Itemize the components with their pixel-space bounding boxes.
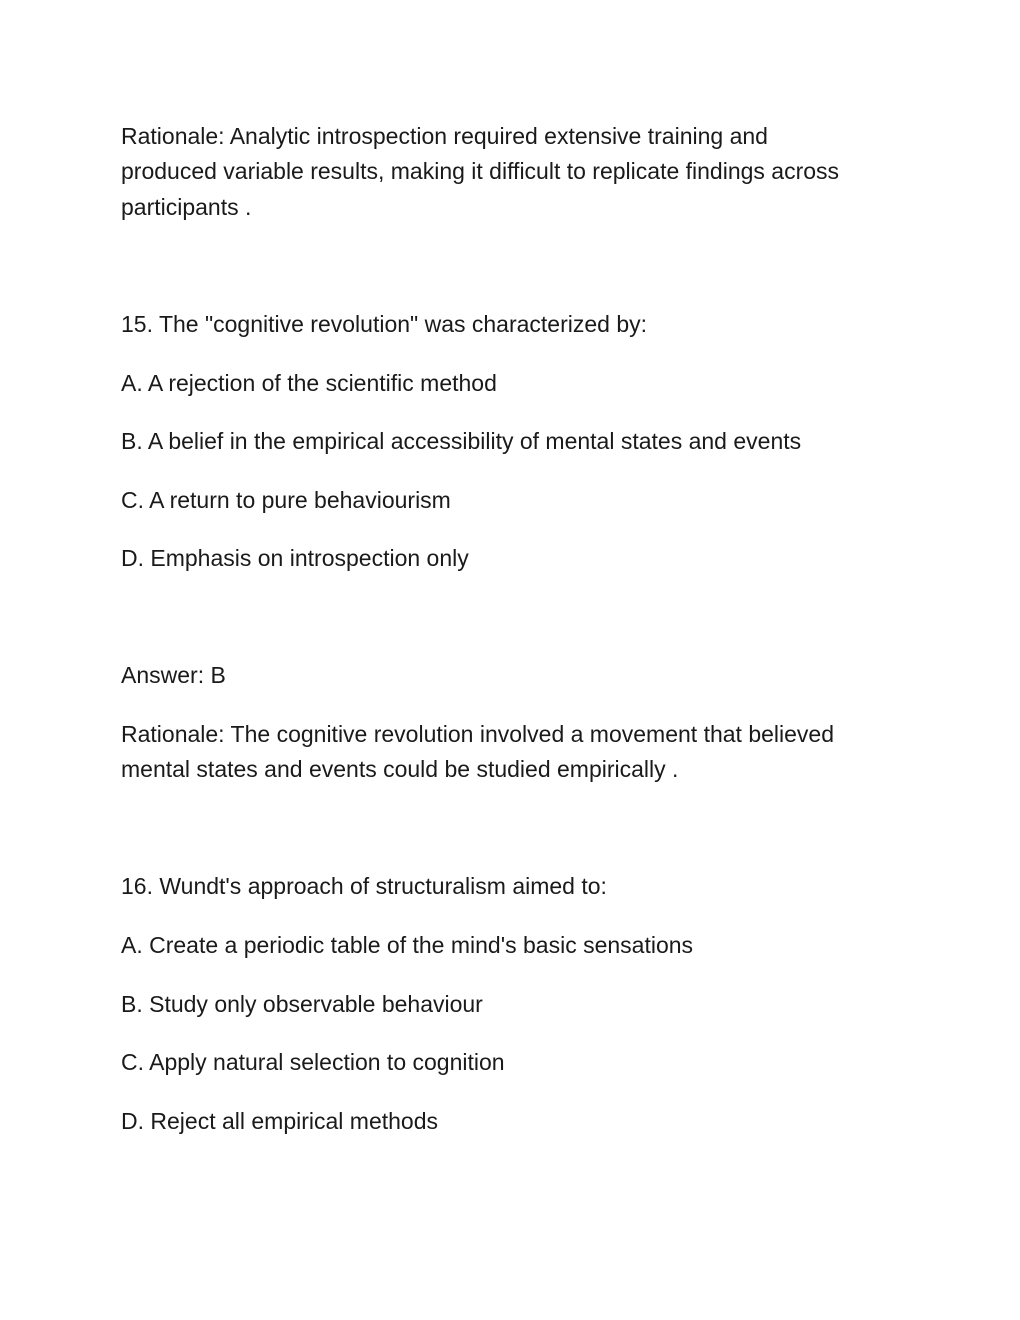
question-16-option-d: D. Reject all empirical methods <box>121 1108 439 1134</box>
question-16-option-b: B. Study only observable behaviour <box>121 991 483 1017</box>
question-16-option-c: C. Apply natural selection to cognition <box>121 1049 505 1075</box>
question-16-stem: 16. Wundt's approach of structuralism aimed to: <box>121 873 607 899</box>
rationale-14-line-3: participants . <box>121 194 252 220</box>
question-15-option-c: C. A return to pure behaviourism <box>121 487 451 513</box>
question-15-option-a: A. A rejection of the scientific method <box>121 370 497 396</box>
rationale-14-line-1: Rationale: Analytic introspection required extensive training and <box>121 123 768 149</box>
rationale-14-line-2: produced variable results, making it difficult to replicate findings across <box>121 158 840 184</box>
question-15-rationale-line-2: mental states and events could be studied empirically . <box>121 756 679 782</box>
question-15-stem: 15. The "cognitive revolution" was characterized by: <box>121 311 648 337</box>
question-15-option-d: D. Emphasis on introspection only <box>121 545 469 571</box>
question-16-option-a: A. Create a periodic table of the mind's basic sensations <box>121 932 694 958</box>
question-15-rationale-line-1: Rationale: The cognitive revolution involved a movement that believed <box>121 721 834 747</box>
question-15-answer: Answer: B <box>121 662 226 688</box>
question-15-option-b: B. A belief in the empirical accessibility of mental states and events <box>121 428 802 454</box>
